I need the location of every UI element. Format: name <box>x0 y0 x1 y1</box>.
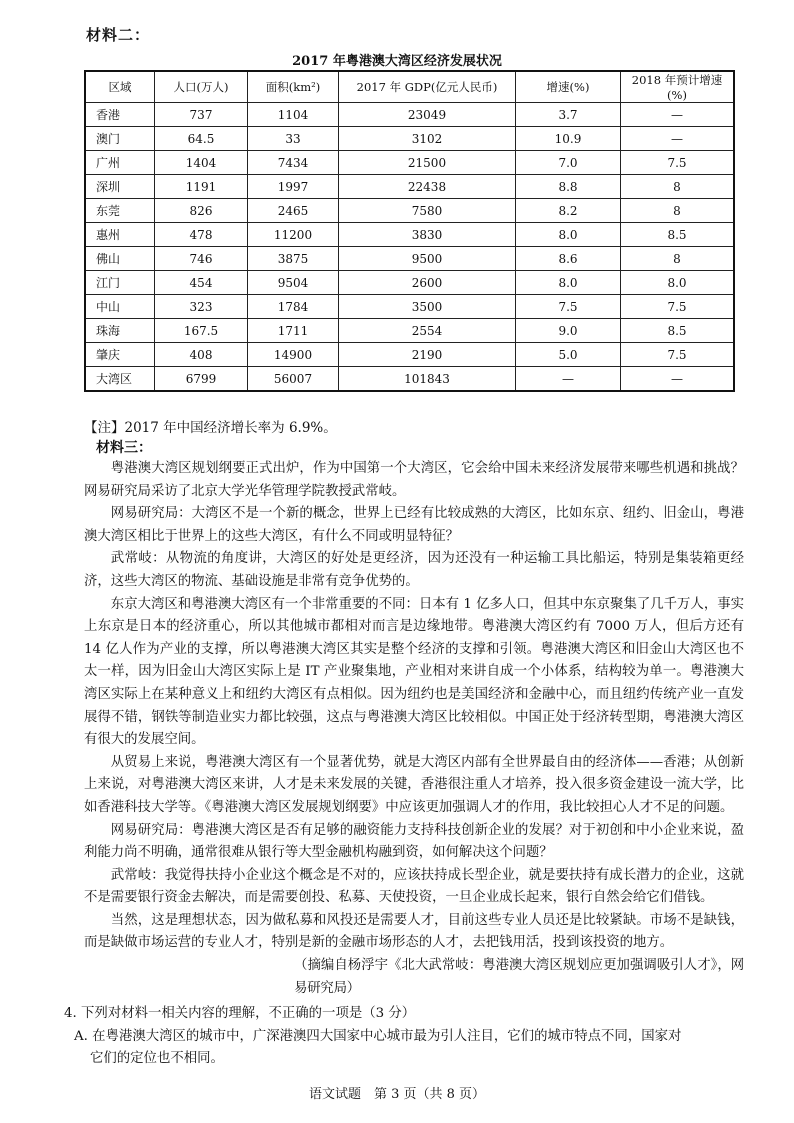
region-cell: 中山 <box>85 295 155 319</box>
table-cell: 56007 <box>248 367 339 392</box>
table-cell: 323 <box>155 295 248 319</box>
table-cell: 2554 <box>339 319 516 343</box>
column-header: 区域 <box>85 71 155 103</box>
table-row <box>85 247 734 271</box>
column-header: 增速(%) <box>516 71 621 103</box>
table-cell: 3102 <box>339 127 516 151</box>
table-cell: 101843 <box>339 367 516 392</box>
question-stem: 4. 下列对材料一相关内容的理解，不正确的一项是（3 分） <box>64 1006 416 1021</box>
region-cell: 香港 <box>85 103 155 127</box>
table-cell: 1404 <box>155 151 248 175</box>
table-cell: 8.6 <box>516 247 621 271</box>
table-note: 【注】2017 年中国经济增长率为 6.9%。 <box>84 420 337 436</box>
region-cell: 广州 <box>85 151 155 175</box>
question-4 <box>64 1003 754 1071</box>
table-cell: 8.8 <box>516 175 621 199</box>
table-cell: 408 <box>155 343 248 367</box>
table-cell: — <box>621 367 735 392</box>
table-row <box>85 271 734 295</box>
table-cell: — <box>621 103 735 127</box>
source-citation: （摘编自杨浮宇《北大武常岐：粤港澳大湾区规划应更加强调吸引人才》，网易研究局） <box>294 958 744 996</box>
table-row <box>85 367 734 392</box>
table-cell: 2600 <box>339 271 516 295</box>
table-cell: 746 <box>155 247 248 271</box>
region-cell: 澳门 <box>85 127 155 151</box>
table-cell: 22438 <box>339 175 516 199</box>
region-cell: 珠海 <box>85 319 155 343</box>
table-cell: 1784 <box>248 295 339 319</box>
table-cell: 8 <box>621 199 735 223</box>
table-cell: 8.0 <box>516 271 621 295</box>
region-cell: 大湾区 <box>85 367 155 392</box>
table-row <box>85 319 734 343</box>
table-cell: 8.5 <box>621 319 735 343</box>
table-cell: 7.0 <box>516 151 621 175</box>
table-cell: 3875 <box>248 247 339 271</box>
table-cell: 7.5 <box>621 151 735 175</box>
paragraph: 粤港澳大湾区规划纲要正式出炉，作为中国第一个大湾区，它会给中国未来经济发展带来哪些机遇和挑战？网易研究局采访了北京大学光华管理学院教授武常岐。 <box>84 461 744 499</box>
table-cell: 7434 <box>248 151 339 175</box>
table-cell: 14900 <box>248 343 339 367</box>
option-a-continued: 它们的定位也不相同。 <box>90 1051 224 1067</box>
table-cell: 5.0 <box>516 343 621 367</box>
table-row <box>85 223 734 247</box>
table-header-row <box>85 71 734 103</box>
table-row <box>85 151 734 175</box>
economy-table <box>84 70 735 392</box>
table-title: 2017 年粤港澳大湾区经济发展状况 <box>292 54 502 69</box>
region-cell: 江门 <box>85 271 155 295</box>
table-cell: 737 <box>155 103 248 127</box>
table-cell: 9500 <box>339 247 516 271</box>
table-row <box>85 103 734 127</box>
table-cell: 1104 <box>248 103 339 127</box>
table-row <box>85 175 734 199</box>
material-three-heading: 材料三： <box>96 440 152 456</box>
table-cell: 64.5 <box>155 127 248 151</box>
table-cell: 8.5 <box>621 223 735 247</box>
page-footer: 语文试题 第 3 页（共 8 页） <box>308 1087 486 1102</box>
region-cell: 深圳 <box>85 175 155 199</box>
material-two-heading: 材料二： <box>86 26 151 44</box>
table-cell: 3500 <box>339 295 516 319</box>
table-cell: — <box>621 127 735 151</box>
table-row <box>85 343 734 367</box>
table-cell: 8.0 <box>516 223 621 247</box>
material-three-body <box>84 458 744 1000</box>
table-cell: — <box>516 367 621 392</box>
paragraph: 网易研究局：粤港澳大湾区是否有足够的融资能力支持科技创新企业的发展？对于初创和中小企业来说，盈利能力尚不明确，通常很难从银行等大型金融机构融到资，如何解决这个问题？ <box>84 822 744 861</box>
table-cell: 9.0 <box>516 319 621 343</box>
paragraph: 武常岐：从物流的角度讲，大湾区的好处是更经济，因为还没有一种运输工具比船运，特别是集装箱更经济，这些大湾区的物流、基础设施是非常有竞争优势的。 <box>84 551 744 589</box>
region-cell: 佛山 <box>85 247 155 271</box>
table-cell: 8.0 <box>621 271 735 295</box>
table-cell: 33 <box>248 127 339 151</box>
option-a: A. 在粤港澳大湾区的城市中，广深港澳四大国家中心城市最为引人注目，它们的城市特点不同，国家对 <box>74 1028 682 1044</box>
table-row <box>85 127 734 151</box>
paragraph: 武常岐：我觉得扶持小企业这个概念是不对的，应该扶持成长型企业，就是要扶持有成长潜力的企业，这就不是需要银行资金去解决，而是需要创投、私募、天使投资，一旦企业成长起来，银行自然会给它们借钱。 <box>84 867 744 906</box>
table-cell: 478 <box>155 223 248 247</box>
table-cell: 23049 <box>339 103 516 127</box>
table-cell: 454 <box>155 271 248 295</box>
table-cell: 7.5 <box>516 295 621 319</box>
paragraph: 东京大湾区和粤港澳大湾区有一个非常重要的不同：日本有 1 亿多人口，但其中东京聚集了几千万人，事实上东京是日本的经济重心，所以其他城市都相对而言是边缘地带。粤港澳大湾区约有 7000 万人，但后方还有 14 亿人作为产业的支撑，所以粤港澳大湾区其实是整个经济的支撑和引领。粤港澳大湾区和旧金山大湾区也不太一样，因为旧金山大湾区实际上是 IT 产业聚集地，产业相对来讲自成一个小体系，结构较为单一。粤港澳大湾区实际上在某种意义上和纽约大湾区有点相似。因为纽约也是美国经济和金融中心，而且纽约传统产业一直发展得不错，钢铁等制造业实力都比较强，这点与粤港澳大湾区比较相似。中国正处于经济转型期，粤港澳大湾区有很大的发展空间。 <box>84 596 744 748</box>
region-cell: 东莞 <box>85 199 155 223</box>
table-cell: 9504 <box>248 271 339 295</box>
paragraph: 网易研究局：大湾区不是一个新的概念，世界上已经有比较成熟的大湾区，比如东京、纽约、旧金山，粤港澳大湾区相比于世界上的这些大湾区，有什么不同或明显特征？ <box>84 506 744 544</box>
table-cell: 1711 <box>248 319 339 343</box>
column-header: 人口(万人) <box>155 71 248 103</box>
table-cell: 2465 <box>248 199 339 223</box>
table-cell: 1997 <box>248 175 339 199</box>
table-cell: 1191 <box>155 175 248 199</box>
column-header: 2018 年预计增速(%) <box>621 71 735 103</box>
table-cell: 11200 <box>248 223 339 247</box>
table-cell: 7.5 <box>621 295 735 319</box>
paragraph: 当然，这是理想状态，因为做私募和风投还是需要人才，目前这些专业人员还是比较紧缺。市场不是缺钱，而是缺做市场运营的专业人才，特别是新的金融市场形态的人才，去把钱用活，投到该投资的地方。 <box>84 912 744 951</box>
table-cell: 8 <box>621 175 735 199</box>
region-cell: 肇庆 <box>85 343 155 367</box>
table-cell: 7580 <box>339 199 516 223</box>
table-cell: 21500 <box>339 151 516 175</box>
table-cell: 826 <box>155 199 248 223</box>
column-header: 面积(km²) <box>248 71 339 103</box>
table-cell: 3.7 <box>516 103 621 127</box>
region-cell: 惠州 <box>85 223 155 247</box>
table-cell: 3830 <box>339 223 516 247</box>
table-cell: 8 <box>621 247 735 271</box>
table-row <box>85 199 734 223</box>
table-cell: 10.9 <box>516 127 621 151</box>
table-cell: 6799 <box>155 367 248 392</box>
table-row <box>85 295 734 319</box>
table-cell: 167.5 <box>155 319 248 343</box>
column-header: 2017 年 GDP(亿元人民币) <box>339 71 516 103</box>
paragraph: 从贸易上来说，粤港澳大湾区有一个显著优势，就是大湾区内部有全世界最自由的经济体——香港；从创新上来说，对粤港澳大湾区来讲，人才是未来发展的关键，香港很注重人才培养，投入很多资金建设一流大学，比如香港科技大学等。《粤港澳大湾区发展规划纲要》中应该更加强调人才的作用，我比较担心人才不足的问题。 <box>84 754 744 815</box>
table-cell: 8.2 <box>516 199 621 223</box>
table-cell: 7.5 <box>621 343 735 367</box>
table-cell: 2190 <box>339 343 516 367</box>
